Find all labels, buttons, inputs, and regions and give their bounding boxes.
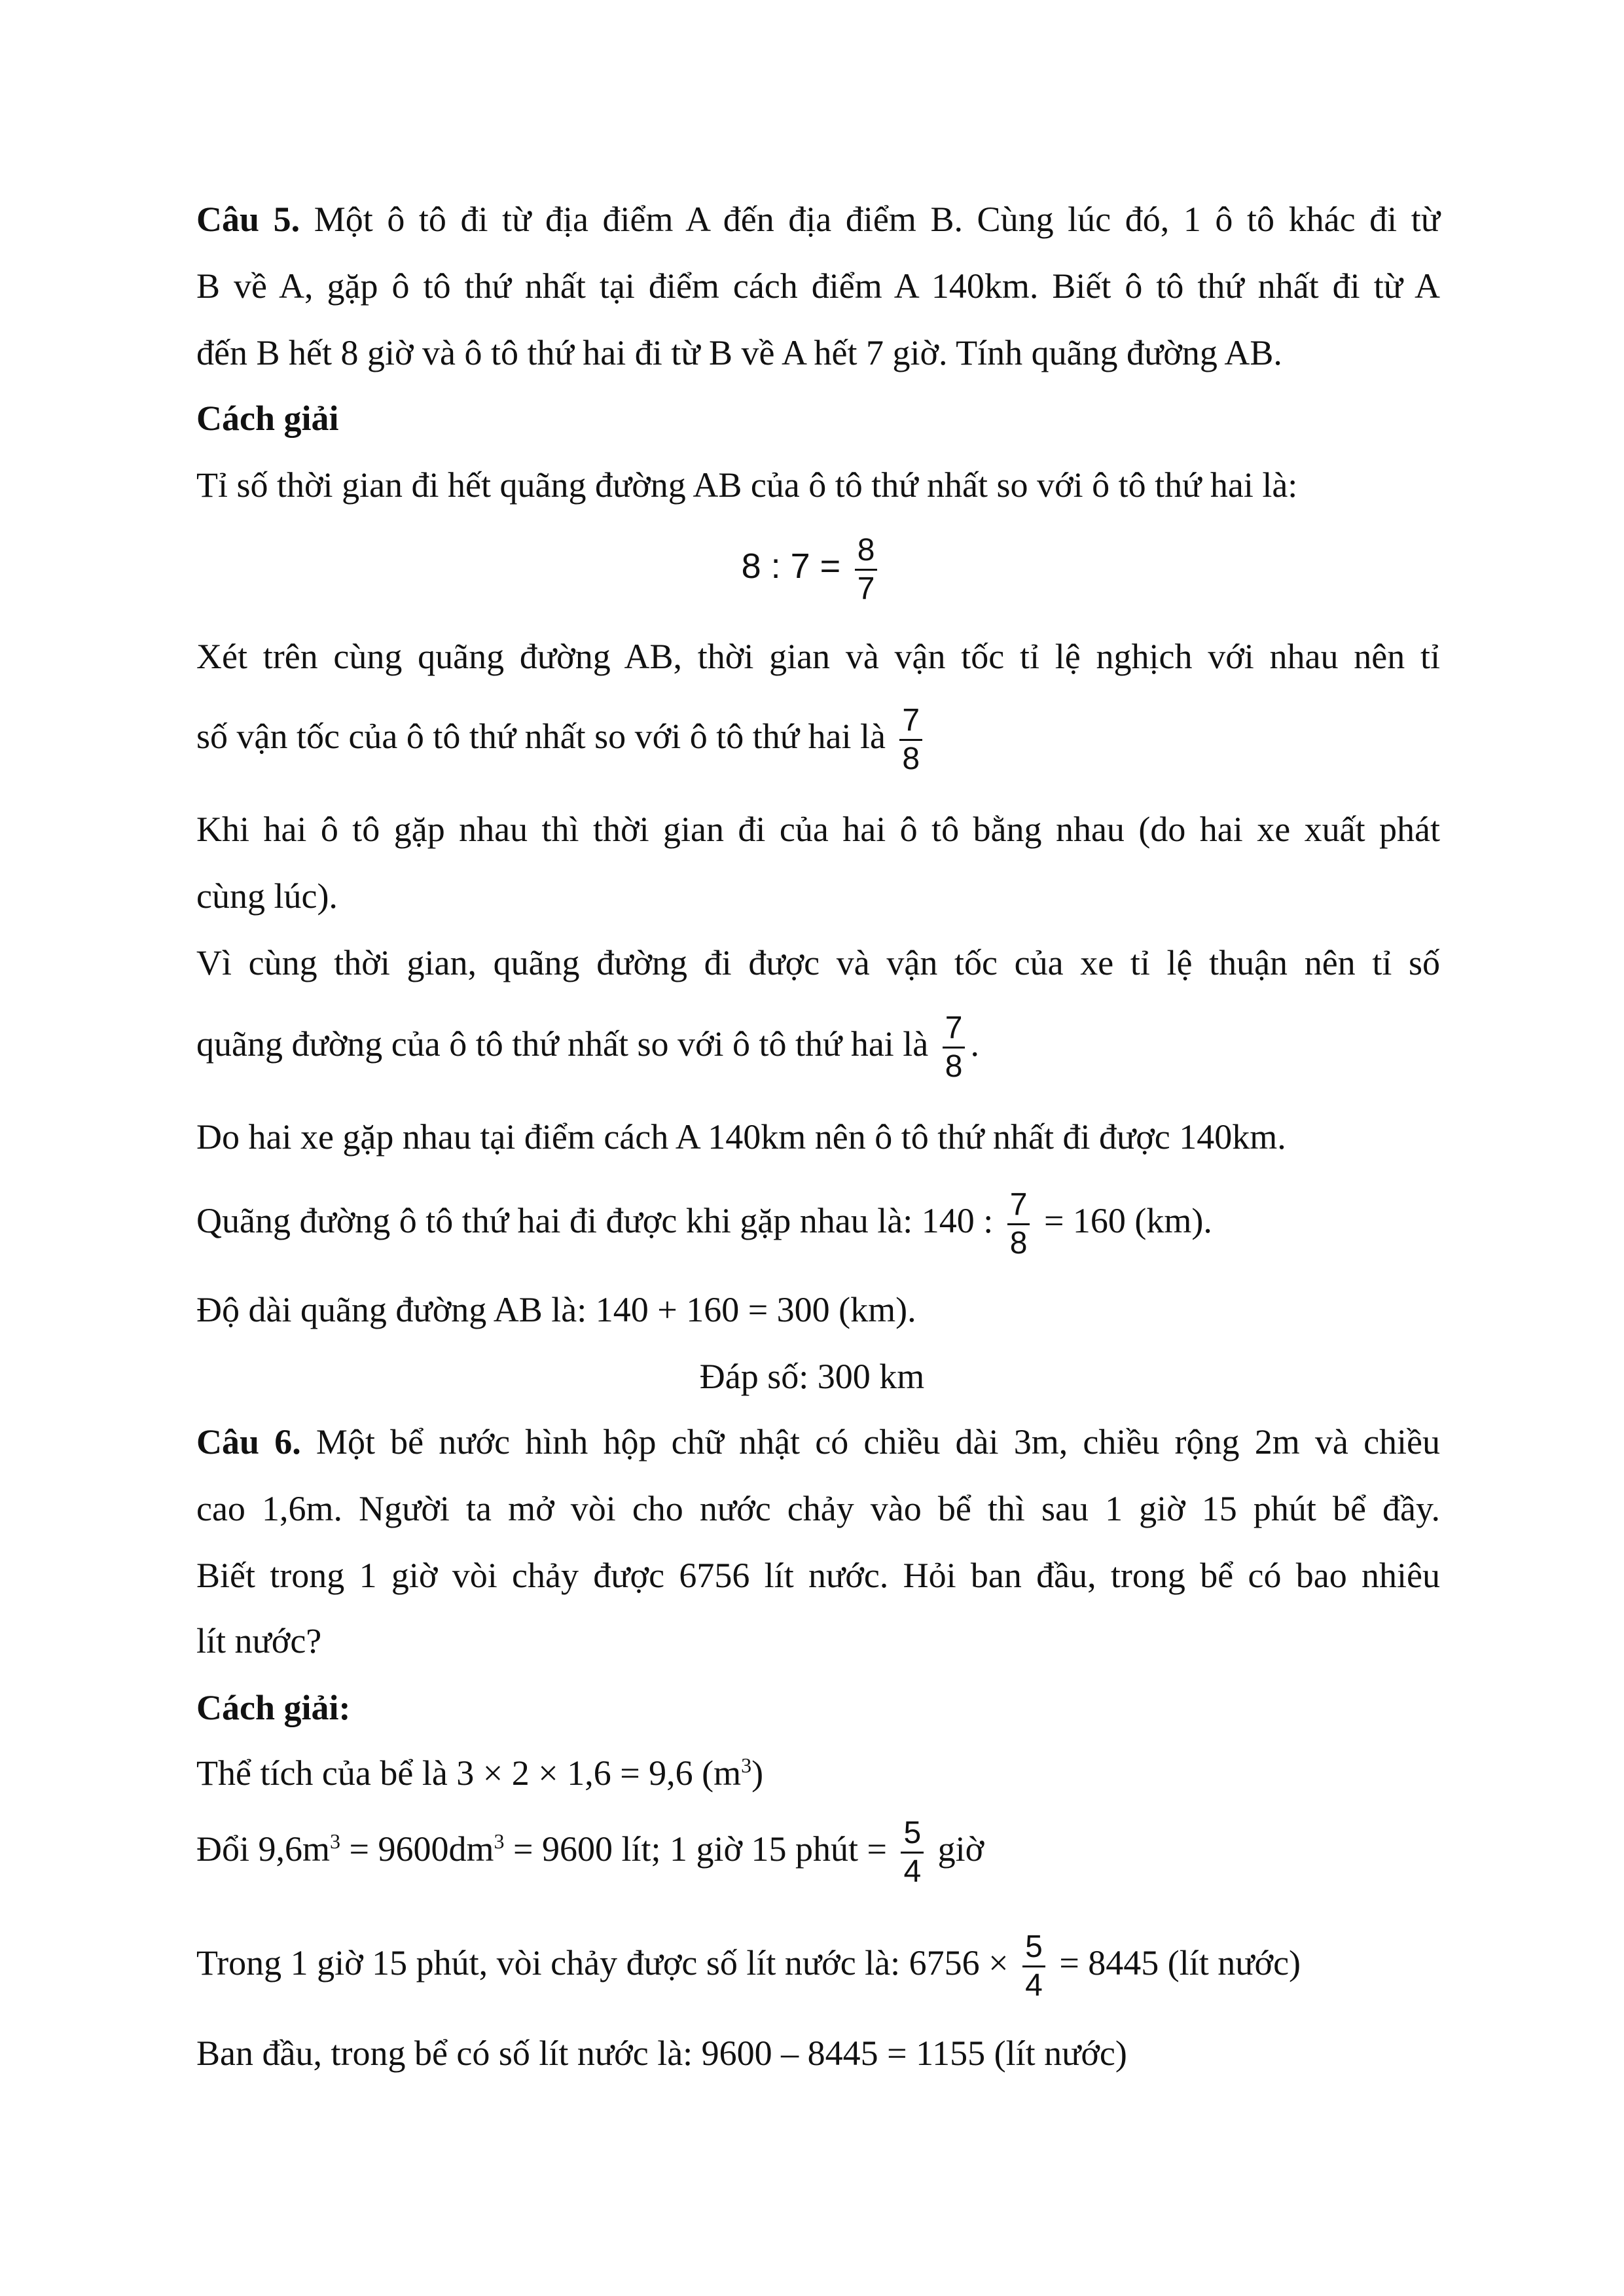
second-fraction: $\frac{7}{8}$: [1007, 1187, 1030, 1262]
q6-label: Câu 6.: [196, 1422, 301, 1462]
q6-text-1: Một bể nước hình hộp chữ nhật có chiều dài 3m, chiều rộng 2m và chiều: [300, 1422, 1441, 1462]
sol5-direct-2: quãng đường của ô tô thứ nhất so với ô tô thứ hai là $\frac{7}{8}$ .: [196, 1011, 979, 1085]
sol5-equation-1: [0, 524, 1624, 609]
sol6-flow: Trong 1 giờ 15 phút, vòi chảy được số lít nước là: 6756 × $\frac{5}{4}$ = 8445 (lít nước): [196, 1929, 1301, 2003]
conversion-fraction: $\frac{5}{4}$: [901, 1815, 924, 1890]
eq1-lhs: 8 : 7 =: [741, 547, 841, 586]
inverse-fraction: $\frac{7}{8}$: [899, 702, 922, 778]
direct-fraction: $\frac{7}{8}$: [943, 1010, 965, 1085]
q6-line-3: Biết trong 1 giờ vòi chảy được 6756 lít nước. Hỏi ban đầu, trong bể có bao nhiêu: [196, 1556, 1440, 1595]
sol6-heading: Cách giải:: [196, 1688, 351, 1727]
sol5-heading: Cách giải: [196, 399, 339, 438]
sol5-total: Độ dài quãng đường AB là: 140 + 160 = 300 (km).: [196, 1290, 916, 1329]
sol6-volume: Thể tích của bể là 3 × 2 × 1,6 = 9,6 $(m^3)$: [196, 1753, 764, 1793]
q6-line-2: cao 1,6m. Người ta mở vòi cho nước chảy vào bể thì sau 1 giờ 15 phút bể đầy.: [196, 1489, 1440, 1528]
sol5-ratio-time: Tỉ số thời gian đi hết quãng đường AB của ô tô thứ nhất so với ô tô thứ hai là:: [196, 465, 1298, 505]
q5-line-2: B về A, gặp ô tô thứ nhất tại điểm cách điểm A 140km. Biết ô tô thứ nhất đi từ A: [196, 266, 1440, 306]
sol5-direct-1: Vì cùng thời gian, quãng đường đi được và vận tốc của xe tỉ lệ thuận nên tỉ số: [196, 943, 1440, 982]
sol5-answer: Đáp số: 300 km: [699, 1357, 925, 1396]
sol5-first-distance: Do hai xe gặp nhau tại điểm cách A 140km nên ô tô thứ nhất đi được 140km.: [196, 1117, 1286, 1157]
q5-text-1: Một ô tô đi từ địa điểm A đến địa điểm B. Cùng lúc đó, 1 ô tô khác đi từ: [300, 200, 1440, 239]
sol6-conversion: Đổi $9,6m^3 = 9600dm^3 = 9600$ lít; 1 giờ 15 phút = $\frac{5}{4}$ giờ: [196, 1816, 984, 1890]
q6-line-4: lít nước?: [196, 1621, 322, 1660]
sol5-inverse-1: Xét trên cùng quãng đường AB, thời gian và vận tốc tỉ lệ nghịch với nhau nên tỉ: [196, 637, 1440, 676]
sol5-second-distance: Quãng đường ô tô thứ hai đi được khi gặp nhau là: 140 : $\frac{7}{8}$ = 160 (km).: [196, 1187, 1212, 1261]
sol6-initial: Ban đầu, trong bể có số lít nước là: 9600 – 8445 = 1155 (lít nước): [196, 2034, 1127, 2073]
sol5-inverse-2: số vận tốc của ô tô thứ nhất so với ô tô thứ hai là $\frac{7}{8}$: [196, 694, 1440, 779]
sol5-meet-2: cùng lúc).: [196, 876, 338, 916]
sol5-meet-1: Khi hai ô tô gặp nhau thì thời gian đi của hai ô tô bằng nhau (do hai xe xuất phát: [196, 810, 1440, 849]
q6-line-1: [196, 1420, 1440, 1463]
q5-label: Câu 5.: [196, 200, 300, 239]
q5-line-3: đến B hết 8 giờ và ô tô thứ hai đi từ B về A hết 7 giờ. Tính quãng đường AB.: [196, 333, 1282, 372]
flow-fraction: $\frac{5}{4}$: [1022, 1929, 1045, 2004]
q5-line-1: [196, 198, 1440, 241]
eq1-fraction: $\frac{8}{7}$: [855, 532, 878, 607]
